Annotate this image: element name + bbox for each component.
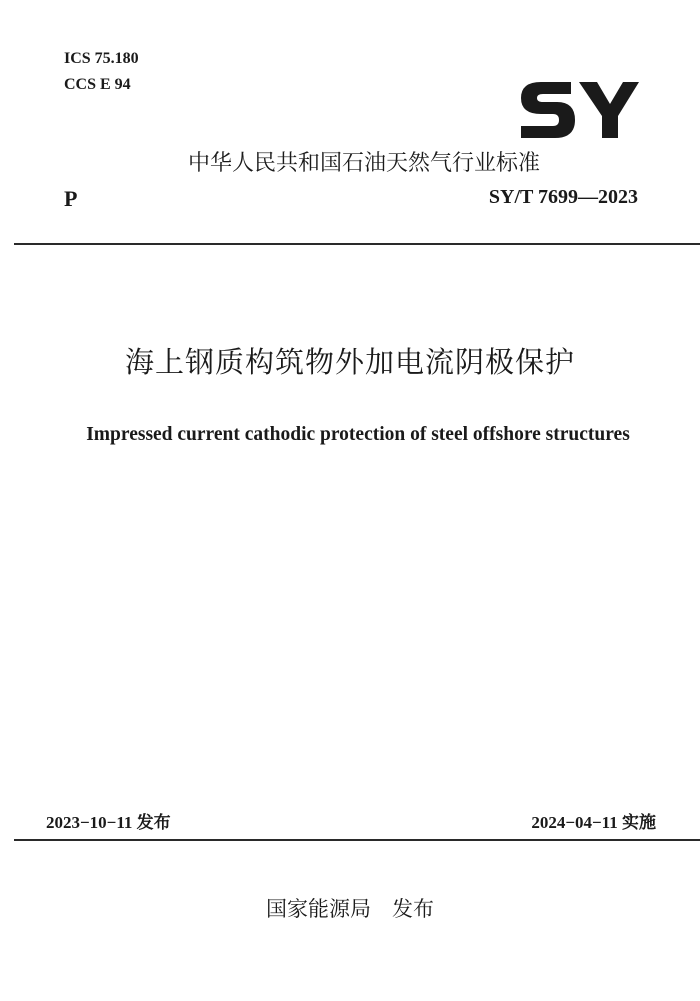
publisher: 国家能源局 发布 — [266, 897, 434, 921]
bottom-divider — [14, 839, 700, 841]
issue-date: 2023−10−11 发布 — [46, 813, 171, 832]
industry-standard-label: 中华人民共和国石油天然气行业标准 — [188, 151, 541, 176]
standard-number: SY/T 7699—2023 — [488, 186, 638, 208]
sy-logo — [517, 78, 641, 142]
category-letter: P — [64, 186, 78, 211]
implementation-date: 2024−04−11 实施 — [531, 813, 656, 832]
title-chinese: 海上钢质构筑物外加电流阴极保护 — [124, 345, 575, 379]
top-divider — [14, 243, 700, 245]
title-english: Impressed current cathodic protection of steel offshore structures — [86, 424, 630, 445]
ics-code: ICS 75.180 — [64, 50, 139, 67]
logo-letter-s — [521, 82, 575, 138]
logo-letter-y — [579, 82, 639, 138]
ccs-code: CCS E 94 — [64, 76, 131, 93]
